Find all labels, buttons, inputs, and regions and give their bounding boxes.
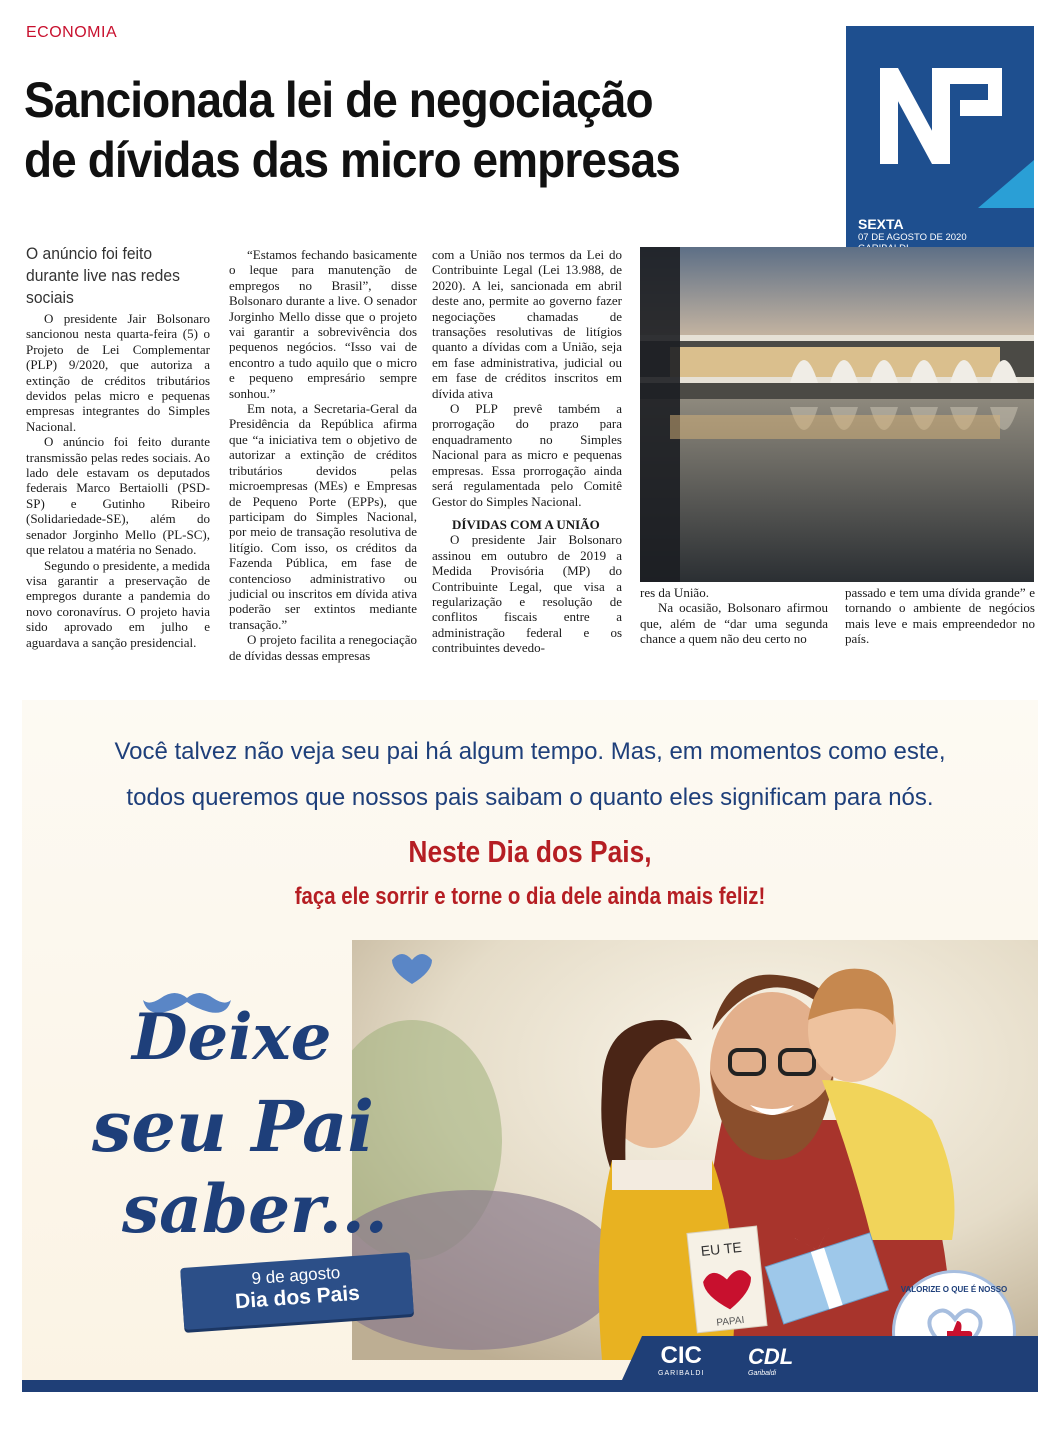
paragraph: com a União nos termos da Lei do Contribuinte Legal (Lei 13.988, de 2020). A lei, sancionada em abril deste ano, permite ao governo fazer negociações chamadas de transações resolutivas de litígios quanto a dívidas com a União, seja em fase administrativa, judicial ou em fase de créditos inscritos em dívida ativa: [432, 247, 622, 401]
cic-logo: [658, 1342, 704, 1377]
ad-text-line-1: Você talvez não veja seu pai há algum tempo. Mas, em momentos como este,: [114, 738, 946, 765]
cdl-logo: [748, 1344, 793, 1377]
cdl-logo-sub: Garibaldi: [748, 1370, 777, 1377]
subheading: DÍVIDAS COM A UNIÃO: [452, 516, 600, 532]
headline-line-1: Sancionada lei de negociação: [24, 72, 653, 128]
paragraph: Na ocasião, Bolsonaro afirmou que, além de “dar uma segunda chance a quem não deu certo no: [640, 600, 828, 647]
paragraph: passado e tem uma dívida grande” e tornando o ambiente de negócios mais leve e mais empreendedor no país.: [845, 585, 1035, 647]
fathers-day-ad: [22, 700, 1038, 1392]
ad-script-line-3: saber...: [122, 1170, 388, 1248]
headline-line-2: de dívidas das micro empresas: [24, 132, 680, 188]
masthead-logo: [846, 26, 1034, 208]
edition-date: 07 DE AGOSTO DE 2020: [858, 232, 967, 243]
article-column-5: [845, 585, 1035, 647]
ribbon-date: 9 de agosto: [250, 1262, 341, 1289]
article-column-4: [640, 585, 828, 647]
cdl-logo-text: CDL: [748, 1344, 794, 1369]
paragraph: O anúncio foi feito durante transmissão pelas redes sociais. Ao lado dele estavam os deputados federais Marco Bertaiolli (PSD-SP) e Gutinho Ribeiro (Solidariedade-SE), além do senador Jorginho Mello (PL-SC), que relatou a matéria no Senado.: [26, 434, 210, 558]
paragraph: Em nota, a Secretaria-Geral da Presidência da República afirma que “a iniciativa tem o objetivo de autorizar a extinção de créditos tributários devidos pelas microempresas (MEs) e Empresas de Pequeno Porte (EPPs), que participam do Simples Nacional, por meio de transação resolutiva de litígio. Com isso, os créditos da Fazenda Pública, em fase de contencioso administrativo ou judicial ou inscritos em dívida ativa poderão ser extintos mediante transação.”: [229, 401, 417, 632]
paragraph: O presidente Jair Bolsonaro assinou em outubro de 2019 a Medida Provisória (MP) do Contribuinte Legal, que visa a regularização e resolução de conflitos fiscais entre a administração federal e os contribuintes devedo-: [432, 532, 622, 656]
article-column-3: [432, 247, 622, 656]
headline: [24, 70, 760, 190]
paragraph: O PLP prevê também a prorrogação do prazo para enquadramento no Simples Nacional para as micro e pequenas empresas. Essa prorrogação ainda será regulamentada pelo Comitê Gestor do Simples Nacional.: [432, 401, 622, 509]
masthead-corner: [978, 160, 1034, 208]
article-photo: [640, 247, 1034, 582]
paragraph: O presidente Jair Bolsonaro sancionou nesta quarta-feira (5) o Projeto de Lei Complementar (PLP) 9/2020, que autoriza a extinção de créditos tributários devidos pelas micro e pequenas empresas integrantes do Simples Nacional.: [26, 311, 210, 434]
nt-logo-icon: [876, 64, 1006, 174]
paragraph: Segundo o presidente, a medida visa garantir a preservação de empregos durante a pandemia do novo coronavírus. O projeto havia sido aprovado em julho e aguardava a sanção presidencial.: [26, 557, 210, 650]
cic-logo-text: CIC: [660, 1342, 702, 1369]
ad-footer-bar: [22, 1336, 1038, 1392]
paragraph: O projeto facilita a renegociação de dívidas dessas empresas: [229, 632, 417, 663]
article-lead: O anúncio foi feito durante live nas redes sociais: [26, 244, 180, 308]
card-text: EU TE: [700, 1238, 743, 1260]
edition-day: SEXTA: [858, 216, 904, 232]
section-label: ECONOMIA: [26, 24, 118, 41]
article-column-1: [26, 311, 210, 650]
ribbon-event: Dia dos Pais: [234, 1281, 361, 1314]
cic-logo-sub: GARIBALDI: [658, 1370, 705, 1377]
ad-text-line-2: todos queremos que nossos pais saibam o quanto eles significam para nós.: [126, 784, 934, 811]
ad-highlight-2: faça ele sorrir e torne o dia dele ainda mais feliz!: [294, 883, 766, 910]
paragraph: “Estamos fechando basicamente o leque para manutenção de empregos no Brasil”, disse Bolsonaro durante a live. O senador Jorginho Mello disse que o projeto vai garantir a sobrevivência dos pequenos negócios. “Isso vai de encontro a tudo aquilo que o micro e pequeno empresário sempre sonhou.”: [229, 247, 417, 401]
ad-script-line-1: Deixe: [132, 1000, 332, 1075]
article-column-2: [229, 247, 417, 663]
card-text-2: PAPAI: [715, 1314, 745, 1329]
ad-script-line-2: seu Pai: [92, 1085, 374, 1168]
seal-top-text: VALORIZE O QUE É NOSSO: [900, 1285, 1008, 1294]
ad-highlight-1: Neste Dia dos Pais,: [408, 834, 652, 869]
paragraph: res da União.: [640, 585, 709, 600]
